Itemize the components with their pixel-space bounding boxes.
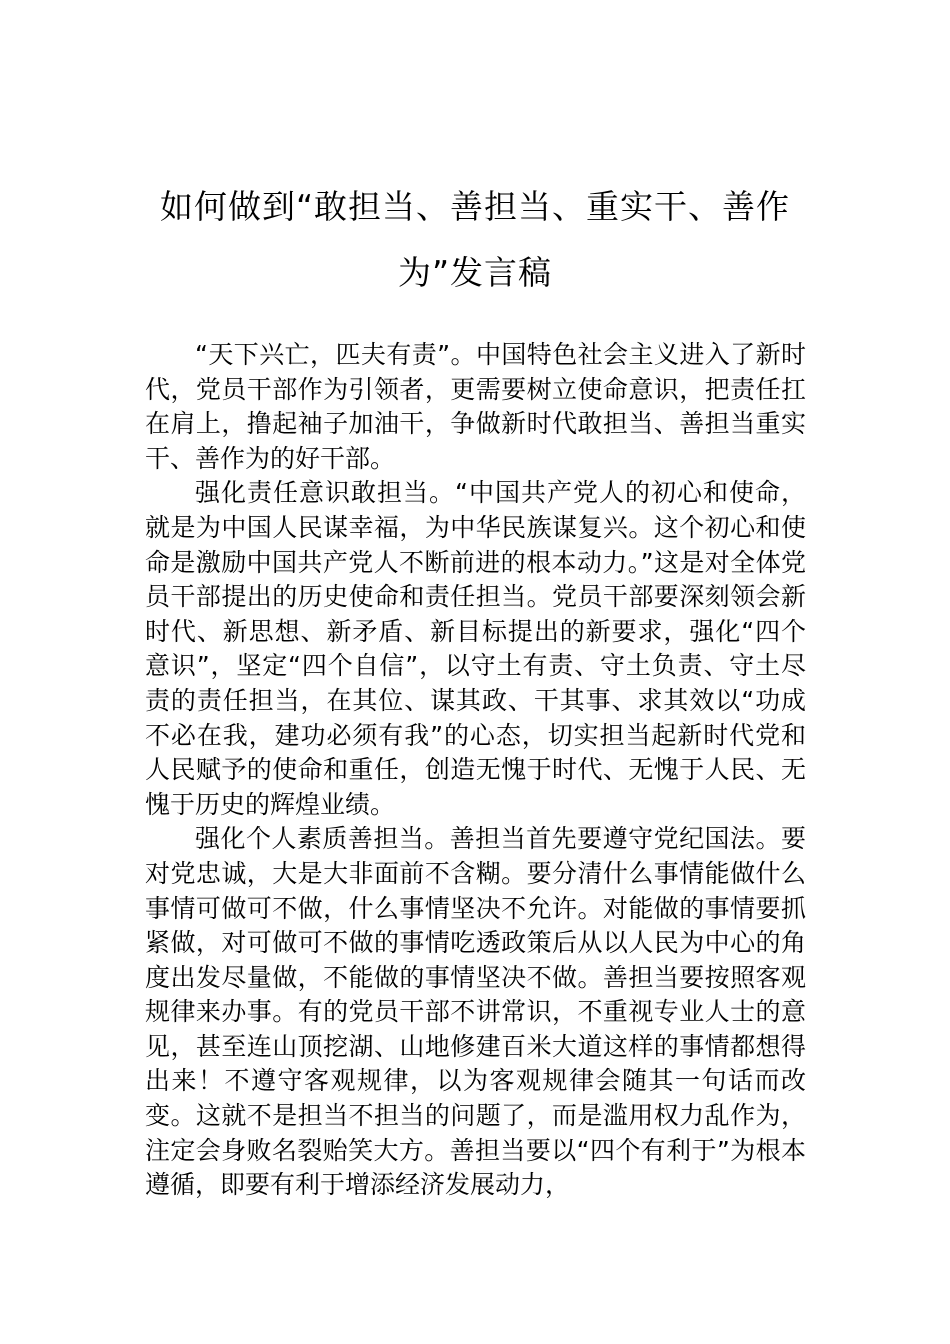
paragraph-responsibility: 强化责任意识敢担当。“中国共产党人的初心和使命，就是为中国人民谋幸福，为中华民族谋复兴。这个初心和使命是激励中国共产党人不断前进的根本动力。”这是对全体党员干部提出的历史使命和责任担当。党员干部要深刻领会新时代、新思想、新矛盾、新目标提出的新要求，强化“四个意识”，坚定“四个自信”，以守土有责、守土负责、守土尽责的责任担当，在其位、谋其政、干其事、求其效以“功成不必在我，建功必须有我”的心态，切实担当起新时代党和人民赋予的使命和重任，创造无愧于时代、无愧于人民、无愧于历史的辉煌业绩。	[145, 478, 806, 819]
paragraph-intro: “天下兴亡，匹夫有责”。中国特色社会主义进入了新时代，党员干部作为引领者，更需要树立使命意识，把责任扛在肩上，撸起袖子加油干，争做新时代敢担当、善担当重实干、善作为的好干部。	[145, 340, 806, 473]
title-line-2: 为”发言稿	[397, 253, 553, 292]
paragraph-quality: 强化个人素质善担当。善担当首先要遵守党纪国法。要对党忠诚，大是大非面前不含糊。要分清什么事情能做什么事情可做可不做，什么事情坚决不允许。对能做的事情要抓紧做，对可做可不做的事情吃透政策后从以人民为中心的角度出发尽量做，不能做的事情坚决不做。善担当要按照客观规律来办事。有的党员干部不讲常识，不重视专业人士的意见，甚至连山顶挖湖、山地修建百米大道这样的事情都想得出来！不遵守客观规律，以为客观规律会随其一句话而改变。这就不是担当不担当的问题了，而是滥用权力乱作为，注定会身败名裂贻笑大方。善担当要以“四个有利于”为根本遵循，即要有利于增添经济发展动力，	[145, 824, 806, 1200]
document-title	[145, 174, 805, 306]
title-line-1: 如何做到“敢担当、善担当、重实干、善作	[159, 187, 791, 226]
document-body	[145, 338, 806, 1200]
